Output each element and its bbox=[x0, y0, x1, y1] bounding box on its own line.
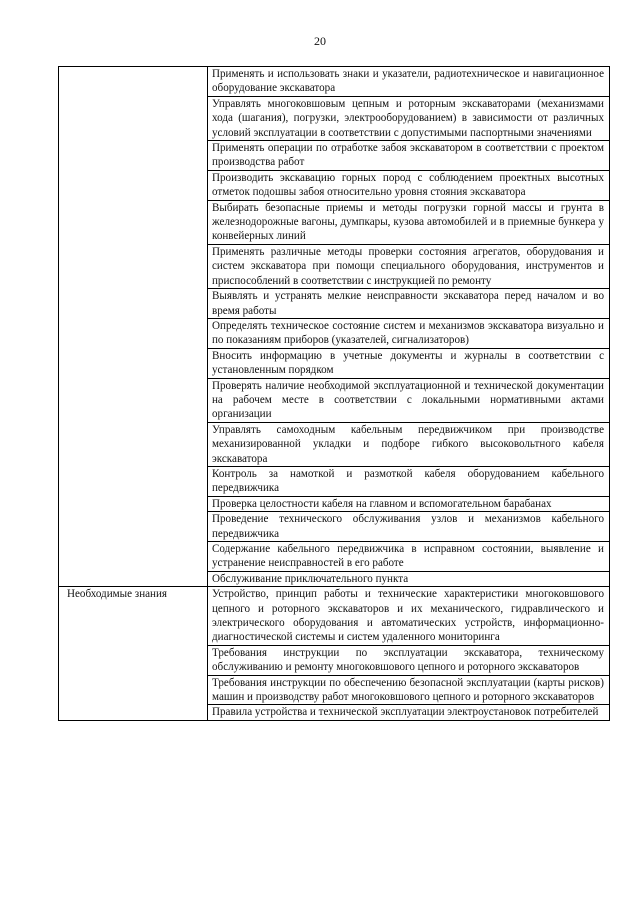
skill-item: Управлять самоходным кабельным передвижчиком при производстве механизированной укладки и подборе гибкого высоковольтного кабеля экскаватора bbox=[208, 422, 610, 466]
knowledge-item: Требования инструкции по эксплуатации экскаватора, техническому обслуживанию и ремонту многоковшового цепного и роторного экскаваторов bbox=[208, 645, 610, 675]
knowledge-item: Правила устройства и технической эксплуатации электроустановок потребителей bbox=[208, 705, 610, 720]
skill-item: Контроль за намоткой и размоткой кабеля оборудованием кабельного передвижчика bbox=[208, 466, 610, 496]
knowledge-item: Устройство, принцип работы и технические характеристики многоковшового цепного и роторного экскаваторов и их механического, гидравлического и электрического оборудования и автоматических устройств, информационно-диагностической системы и систем удаленного мониторинга bbox=[208, 587, 610, 646]
skill-item: Применять операции по отработке забоя экскаватором в соответствии с проектом производства работ bbox=[208, 141, 610, 171]
table-row bbox=[59, 67, 610, 97]
skill-item: Обслуживание приключательного пункта bbox=[208, 571, 610, 586]
skill-item: Выбирать безопасные приемы и методы погрузки горной массы и грунта в железнодорожные вагоны, думпкары, кузова автомобилей и в приемные бункера у конвейерных линий bbox=[208, 200, 610, 244]
skill-item: Управлять многоковшовым цепным и роторным экскаваторами (механизмами хода (шагания), погрузки, электрооборудованием) в зависимости от различных условий эксплуатации в соответствии с допустимыми паспортными значениями bbox=[208, 96, 610, 140]
page-number: 20 bbox=[314, 34, 326, 48]
skill-item: Вносить информацию в учетные документы и журналы в соответствии с установленным порядком bbox=[208, 348, 610, 378]
skill-item: Проведение технического обслуживания узлов и механизмов кабельного передвижчика bbox=[208, 512, 610, 542]
knowledge-item: Требования инструкции по обеспечению безопасной эксплуатации (карты рисков) машин и производству работ многоковшового цепного и роторного экскаваторов bbox=[208, 675, 610, 705]
skill-item: Проверять наличие необходимой эксплуатационной и технической документации на рабочем месте в соответствии с локальными нормативными актами организации bbox=[208, 378, 610, 422]
competency-table bbox=[58, 66, 610, 721]
skill-item: Выявлять и устранять мелкие неисправности экскаватора перед началом и во время работы bbox=[208, 289, 610, 319]
section-label-cell: Необходимые знания bbox=[59, 587, 208, 721]
skill-item: Содержание кабельного передвижчика в исправном состоянии, выявление и устранение неисправностей в его работе bbox=[208, 542, 610, 572]
skill-item: Применять и использовать знаки и указатели, радиотехническое и навигационное оборудование экскаватора bbox=[208, 67, 610, 97]
table-row bbox=[59, 587, 610, 646]
section-label-cell bbox=[59, 67, 208, 587]
skill-item: Производить экскавацию горных пород с соблюдением проектных высотных отметок подошвы забоя относительно уровня стояния экскаватора bbox=[208, 170, 610, 200]
skill-item: Проверка целостности кабеля на главном и вспомогательном барабанах bbox=[208, 496, 610, 511]
skill-item: Определять техническое состояние систем и механизмов экскаватора визуально и по показаниям приборов (указателей, сигнализаторов) bbox=[208, 318, 610, 348]
skill-item: Применять различные методы проверки состояния агрегатов, оборудования и систем экскаватора при помощи специального оборудования, инструментов и приспособлений в соответствии с инструкцией по ремонту bbox=[208, 244, 610, 288]
